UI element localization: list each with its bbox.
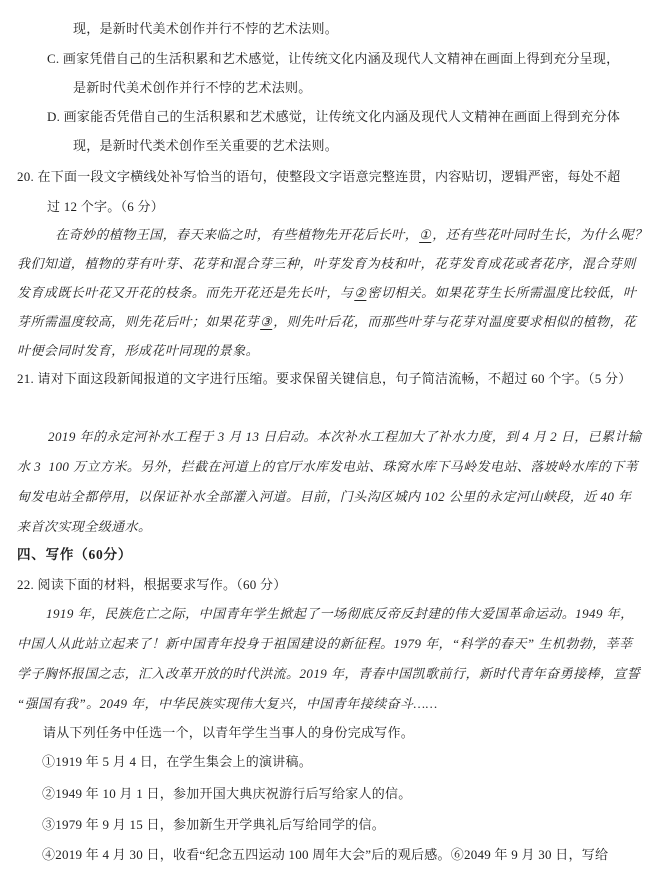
text-run: ③1979 年 9 月 15 日，参加新生开学典礼后写给同学的信。 bbox=[42, 817, 386, 832]
text-run: 中国人从此站立起来了！新中国青年投身于祖国建设的新征程。1979 年，“科学的春天” 生机勃勃，莘莘 bbox=[17, 636, 633, 651]
text-run: 水 3 100 万立方米。另外，拦截在河道上的官厅水库发电站、珠窝水库下马岭发电站、落坡岭水库的下苇 bbox=[17, 459, 638, 474]
text-run: 发育成既长叶花又开花的枝条。而先开花还是先长叶，与 bbox=[17, 285, 354, 300]
text-run: 1919 年，民族危亡之际，中国青年学生掀起了一场彻底反帝反封建的伟大爱国革命运动。1949 年， bbox=[46, 606, 634, 621]
text-run: 22. 阅读下面的材料，根据要求写作。（60 分） bbox=[17, 577, 287, 592]
option-d-line2 bbox=[73, 131, 650, 162]
task-1 bbox=[42, 747, 650, 779]
text-run: 四、写作（60分） bbox=[17, 547, 133, 562]
text-run: ①1919 年 5 月 4 日，在学生集会上的演讲稿。 bbox=[42, 754, 313, 769]
text-run: “强国有我”。2049 年，中华民族实现伟大复兴，中国青年接续奋斗…… bbox=[17, 696, 438, 711]
text-run: 是新时代美术创作并行不悖的艺术法则。 bbox=[73, 80, 312, 95]
question-22-material-line3 bbox=[17, 659, 650, 689]
question-21-passage-line2 bbox=[17, 452, 650, 482]
task-3 bbox=[42, 810, 650, 840]
question-20-passage-line5 bbox=[17, 336, 650, 364]
text-run: 芽所需温度较高，则先花后叶；如果花芽 bbox=[17, 314, 260, 329]
question-21-passage-line3 bbox=[17, 482, 650, 512]
question-20-passage-line3 bbox=[17, 278, 650, 307]
text-run: ，则先叶后花，而那些叶芽与花芽对温度要求相似的植物，花 bbox=[273, 314, 637, 329]
text-run: C. 画家凭借自己的生活积累和艺术感觉，让传统文化内涵及现代人文精神在画面上得到充分呈现， bbox=[47, 51, 620, 66]
question-21-passage-line4 bbox=[17, 512, 650, 540]
question-20-stem-line2 bbox=[47, 192, 650, 220]
option-d-line1 bbox=[47, 102, 650, 131]
text-run: ②1949 年 10 月 1 日，参加开国大典庆祝游行后写给家人的信。 bbox=[42, 786, 412, 801]
option-c-line2 bbox=[73, 73, 650, 102]
option-b-continuation bbox=[73, 14, 650, 44]
question-22-instruction bbox=[43, 718, 650, 747]
option-c-line1 bbox=[47, 44, 650, 73]
section-4-heading bbox=[17, 540, 650, 570]
question-22-material-line4 bbox=[17, 689, 650, 718]
text-run: 过 12 个字。（6 分） bbox=[47, 199, 165, 214]
text-run: ，还有些花叶同时生长，为什么呢？ bbox=[432, 227, 648, 242]
question-22-material-line1 bbox=[46, 599, 650, 629]
question-22-material-line2 bbox=[17, 629, 650, 659]
text-run: 学子胸怀报国之志，汇入改革开放的时代洪流。2019 年，青春中国凯歌前行，新时代青年奋勇接棒，宣誓 bbox=[17, 666, 641, 681]
task-4-and-6 bbox=[42, 840, 650, 869]
text-run: 来首次实现全级通水。 bbox=[17, 519, 152, 534]
blank-answer-marker: ③ bbox=[260, 314, 273, 329]
text-run: 叶便会同时发育，形成花叶同现的景象。 bbox=[17, 343, 260, 358]
text-run: 密切相关。如果花芽生长所需温度比较低，叶 bbox=[367, 285, 637, 300]
question-21-stem bbox=[17, 364, 650, 422]
question-21-passage-line1 bbox=[48, 422, 650, 452]
text-run: 20. 在下面一段文字横线处补写恰当的语句，使整段文字语意完整连贯，内容贴切，逻辑严密，每处不超 bbox=[17, 169, 621, 184]
text-run: 我们知道，植物的芽有叶芽、花芽和混合芽三种，叶芽发育为枝和叶，花芽发育成花或者花序，混合芽则 bbox=[17, 256, 636, 271]
text-run: D. 画家能否凭借自己的生活积累和艺术感觉，让传统文化内涵及现代人文精神在画面上得到充分体 bbox=[47, 109, 621, 124]
question-20-stem-line1 bbox=[17, 162, 650, 192]
text-run: 2019 年的永定河补水工程于 3 月 13 日启动。本次补水工程加大了补水力度，到 4 月 2 日，已累计输 bbox=[48, 429, 642, 444]
blank-answer-marker: ② bbox=[354, 285, 367, 300]
text-run: ④2019 年 4 月 30 日，收看“纪念五四运动 100 周年大会”后的观后感。⑥2049 年 9 月 30 日，写给 bbox=[42, 847, 609, 862]
text-run: 现，是新时代美术创作并行不悖的艺术法则。 bbox=[73, 21, 339, 36]
text-run: 请从下列任务中任选一个，以青年学生当事人的身份完成写作。 bbox=[43, 725, 415, 740]
text-run: 甸发电站全都停用，以保证补水全部灌入河道。目前，门头沟区城内 102 公里的永定河山峡段，近 40 年 bbox=[17, 489, 632, 504]
question-20-passage-line1 bbox=[55, 220, 650, 249]
text-run: 现，是新时代类术创作至关重要的艺术法则。 bbox=[73, 138, 339, 153]
blank-answer-marker: ① bbox=[419, 227, 432, 242]
text-run: 21. 请对下面这段新闻报道的文字进行压缩。要求保留关键信息，句子简洁流畅，不超过 60 个字。（5 分） bbox=[17, 371, 632, 386]
question-20-passage-line4 bbox=[17, 307, 650, 336]
text-run: 在奇妙的植物王国，春天来临之时，有些植物先开花后长叶， bbox=[55, 227, 419, 242]
question-20-passage-line2 bbox=[17, 249, 650, 278]
question-22-stem bbox=[17, 570, 650, 599]
task-2 bbox=[42, 779, 650, 810]
